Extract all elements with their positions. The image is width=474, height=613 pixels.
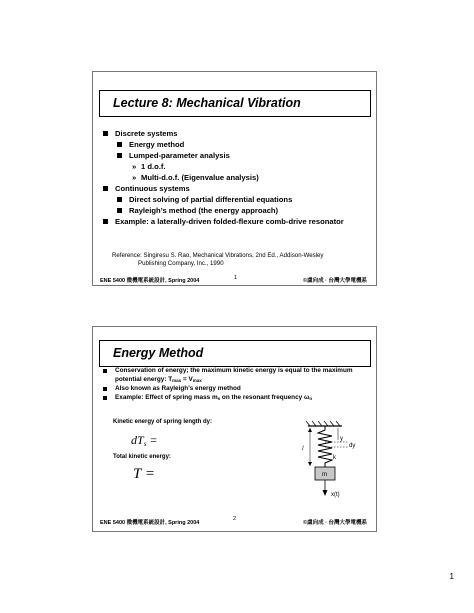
slide-2-title-box xyxy=(99,340,371,367)
bullet-multi-dof: » Multi-d.o.f. (Eigenvalue analysis) xyxy=(132,173,259,182)
slide-2-page-number: 2 xyxy=(233,516,237,522)
bullet-spring-mass-example: Example: Effect of spring mass $m_s$ on the resonant frequency $\omega_n$ xyxy=(102,394,372,404)
bullet-square-icon xyxy=(117,197,122,202)
raquo-bullet-icon: » xyxy=(132,162,137,171)
reference-line-2: Publishing Company, Inc., 1990 xyxy=(138,260,224,267)
spring-icon xyxy=(318,426,332,467)
diagram-label-dy: dy xyxy=(349,443,356,449)
bullet-square-icon xyxy=(103,131,108,136)
diagram-label-k: k xyxy=(333,455,336,461)
fixed-support xyxy=(306,421,342,426)
slide-1-footer-copyright: ©盧向成 · 台灣大學電機系 xyxy=(303,278,367,284)
slide-2-title: Energy Method xyxy=(113,346,204,360)
diagram-label-xt: x(t) xyxy=(331,492,340,498)
bullet-square-icon xyxy=(103,186,108,191)
bullet-example: Example: a laterally-driven folded-flexure comb-drive resonator xyxy=(102,216,365,227)
slide-1 xyxy=(92,71,377,286)
slide-1-title-box xyxy=(99,90,371,117)
slide-1-footer-course: ENE 5400 微機電系統設計, Spring 2004 xyxy=(100,278,200,284)
raquo-bullet-icon: » xyxy=(132,173,137,182)
reference xyxy=(112,252,367,268)
total-kinetic-energy-label: Total kinetic energy: xyxy=(113,454,171,460)
diagram-label-l: l xyxy=(302,446,304,452)
bullet-conservation-of-energy: Conservation of energy; the maximum kinetic energy is equal to the maximum potential energy: $T_{max} = V_{max}$ xyxy=(102,367,372,385)
bullet-discrete-systems: Discrete systems xyxy=(102,128,372,139)
bullet-square-icon xyxy=(103,219,108,224)
bullet-square-icon xyxy=(117,153,122,158)
bullet-square-icon xyxy=(117,142,122,147)
bullet-rayleigh-method: Rayleigh’s method (the energy approach) xyxy=(116,205,372,216)
equation-dTs: dTs = xyxy=(131,433,158,448)
reference-line-1: Reference: Singiresu S. Rao, Mechanical Vibrations, 2nd Ed., Addison-Wesley xyxy=(112,252,324,259)
bullet-square-icon xyxy=(117,208,122,213)
diagram-label-m: m xyxy=(322,472,327,478)
bullet-lumped-parameter: Lumped-parameter analysis xyxy=(116,150,372,161)
down-arrow-icon xyxy=(323,490,328,496)
bullet-1-dof: » 1 d.o.f. xyxy=(132,162,166,171)
slide-1-bullets xyxy=(102,128,372,227)
bullet-square-icon xyxy=(103,369,107,373)
document-page-number: 1 xyxy=(449,572,454,581)
slide-2-footer-copyright: ©盧向成 · 台灣大學電機系 xyxy=(303,520,367,526)
spring-mass-diagram xyxy=(288,420,368,498)
bullet-square-icon xyxy=(103,387,107,391)
slide-2 xyxy=(92,326,377,532)
slide-2-bullets xyxy=(102,367,372,403)
slide-1-page-number: 1 xyxy=(234,275,238,281)
bullet-continuous-systems: Continuous systems xyxy=(102,183,372,194)
slide-2-footer-course: ENE 5400 微機電系統設計, Spring 2004 xyxy=(100,520,200,526)
bullet-rayleigh-energy-method: Also known as Rayleigh’s energy method xyxy=(102,385,372,394)
kinetic-energy-label: Kinetic energy of spring length dy: xyxy=(113,419,213,425)
diagram-label-y: y xyxy=(340,436,343,442)
equation-total-T: T = xyxy=(133,466,155,482)
bullet-direct-solving: Direct solving of partial differential equations xyxy=(116,194,372,205)
slide-1-title: Lecture 8: Mechanical Vibration xyxy=(113,96,301,110)
bullet-energy-method: Energy method xyxy=(116,139,372,150)
bullet-square-icon xyxy=(103,396,107,400)
